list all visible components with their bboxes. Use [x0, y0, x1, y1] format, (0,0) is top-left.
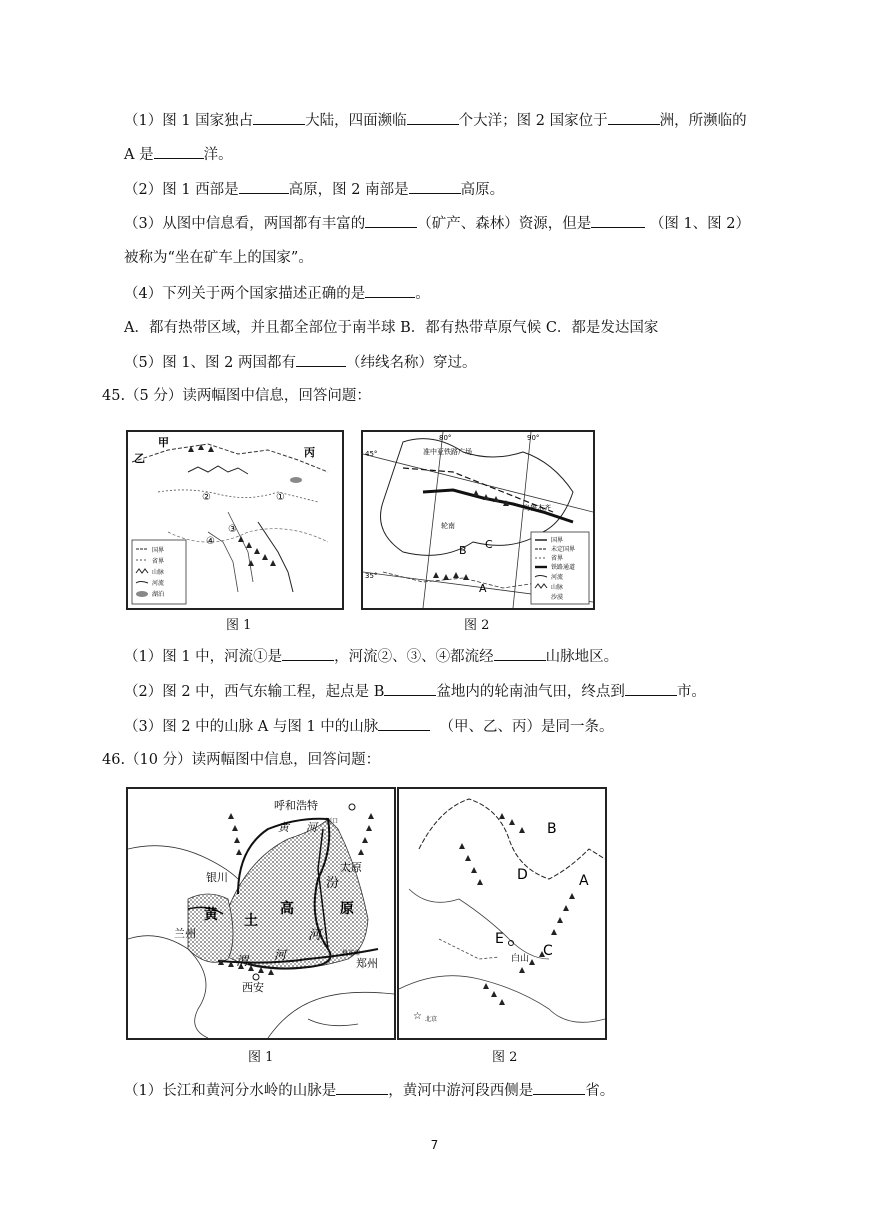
label-taohuayu: 桃花峪 — [342, 950, 361, 957]
legend-5: 河流 — [551, 574, 564, 581]
label-lon80: 80° — [439, 434, 452, 442]
q46-fig1-caption: 图 1 — [248, 1050, 274, 1065]
label-wei: 渭 — [236, 954, 249, 968]
label-yi: 乙 — [134, 452, 145, 465]
label-lon90: 90° — [527, 434, 540, 442]
label-river-1: ① — [276, 492, 285, 503]
label-yuan: 原 — [340, 901, 354, 917]
answer-blank[interactable] — [253, 110, 305, 125]
q45-fig2-caption: 图 2 — [464, 618, 490, 633]
q44-part5: （5）图 1、图 2 两国都有 （纬线名称）穿过。 — [124, 352, 477, 373]
label-river-3: ③ — [228, 524, 237, 535]
q46-fig1-map — [126, 787, 396, 1040]
star-icon: ☆ — [413, 1011, 422, 1022]
q46-fig2-caption: 图 2 — [492, 1050, 518, 1065]
label-fen: 汾 — [326, 876, 340, 891]
answer-blank[interactable] — [384, 681, 436, 696]
answer-blank[interactable] — [533, 1080, 585, 1095]
label-C: C — [543, 943, 553, 959]
answer-blank[interactable] — [296, 352, 346, 367]
legend-4: 铁路通道 — [551, 564, 576, 571]
q44-part3-cont: 被称为“坐在矿车上的国家”。 — [124, 250, 313, 266]
answer-blank[interactable] — [494, 646, 546, 661]
q46-fig2-map — [397, 787, 607, 1040]
label-taiyuan: 太原 — [340, 861, 362, 874]
q45-title: 45.（5 分）读两幅图中信息，回答问题： — [102, 388, 371, 404]
label-E: E — [495, 931, 504, 947]
q45-fig2-map — [361, 430, 595, 610]
label-river-4: ④ — [206, 536, 215, 547]
q45-fig1-map — [126, 430, 344, 610]
answer-blank[interactable] — [407, 110, 459, 125]
legend-6: 山脉 — [551, 584, 564, 591]
q45-part1: （1）图 1 中，河流①是 ，河流②、③、④都流经 山脉地区。 — [124, 646, 618, 667]
q46-part1: （1）长江和黄河分水岭的山脉是 ，黄河中游河段西侧是 省。 — [124, 1080, 614, 1101]
label-xian: 西安 — [242, 981, 264, 994]
label-baishan: 白山 — [511, 954, 530, 964]
label-he-2: 河 — [308, 928, 322, 943]
label-yinchuan: 银川 — [206, 871, 228, 884]
label-zhengzhou: 郑州 — [356, 957, 378, 970]
q44-part3: （3）从图中信息看，两国都有丰富的 （矿产、森林）资源，但是 （图 1、图 2） — [124, 213, 750, 234]
label-tu: 土 — [244, 913, 258, 929]
label-railway: 准中亚铁路广场 — [423, 448, 472, 456]
label-D: D — [517, 867, 528, 883]
answer-blank[interactable] — [336, 1080, 388, 1095]
label-he-1: 河 — [306, 821, 317, 834]
answer-blank[interactable] — [154, 144, 204, 159]
answer-blank[interactable] — [282, 646, 334, 661]
label-lanzhou: 兰州 — [174, 927, 196, 940]
label-lat35: 35° — [365, 572, 378, 580]
legend-7: 沙漠 — [551, 594, 564, 601]
label-gao: 高 — [280, 901, 294, 917]
legend-2: 省界 — [152, 558, 165, 565]
label-hekou: 河口 — [326, 818, 339, 825]
q46-title: 46.（10 分）读两幅图中信息，回答问题： — [102, 752, 381, 768]
q44-part4-options: A．都有热带区域，并且都全部位于南半球 B．都有热带草原气候 C．都是发达国家 — [124, 320, 659, 336]
answer-blank[interactable] — [409, 179, 461, 194]
page-number: 7 — [430, 1138, 439, 1152]
label-jia: 甲 — [158, 436, 169, 449]
answer-blank[interactable] — [591, 213, 645, 228]
legend-3: 山脉 — [152, 569, 165, 576]
label-beijing: 北京 — [425, 1016, 438, 1023]
q45-part3: （3）图 2 中的山脉 A 与图 1 中的山脉 （甲、乙、丙）是同一条。 — [124, 716, 614, 737]
label-B: B — [547, 821, 557, 837]
q44-part1-cont: A 是 洋。 — [124, 144, 233, 165]
legend-1: 国界 — [152, 547, 165, 554]
answer-blank[interactable] — [625, 681, 677, 696]
label-huang: 黄 — [204, 907, 218, 923]
label-A: A — [479, 582, 487, 595]
answer-blank[interactable] — [365, 283, 415, 298]
q44-part1: （1）图 1 国家独占 大陆，四面濒临 个大洋；图 2 国家位于 洲，所濒临的 — [124, 110, 747, 131]
q45-fig1-caption: 图 1 — [226, 618, 252, 633]
label-A: A — [579, 873, 589, 889]
label-B: B — [459, 544, 467, 557]
label-lunnan: 轮南 — [441, 522, 455, 530]
label-he-3: 河 — [274, 948, 287, 962]
label-urumqi: 乌鲁木齐 — [523, 504, 551, 512]
label-river-2: ② — [202, 492, 211, 503]
legend-5: 湖泊 — [152, 591, 165, 598]
label-huang-he-1: 黄 — [278, 821, 289, 834]
label-C: C — [485, 538, 493, 551]
legend-2: 未定国界 — [551, 546, 576, 553]
answer-blank[interactable] — [239, 179, 289, 194]
legend-1: 国界 — [551, 537, 564, 544]
answer-blank[interactable] — [608, 110, 660, 125]
legend-4: 河流 — [152, 580, 165, 587]
label-huhehaote: 呼和浩特 — [274, 799, 318, 812]
label-bing: 丙 — [304, 446, 315, 459]
answer-blank[interactable] — [378, 716, 430, 731]
answer-blank[interactable] — [365, 213, 417, 228]
q44-part4: （4）下列关于两个国家描述正确的是 。 — [124, 283, 430, 304]
label-lat45: 45° — [365, 450, 378, 458]
q44-part2: （2）图 1 西部是 高原，图 2 南部是 高原。 — [124, 179, 504, 200]
q45-part2: （2）图 2 中，西气东输工程，起点是 B 盆地内的轮南油气田，终点到 市。 — [124, 681, 706, 702]
legend-3: 省界 — [551, 555, 564, 562]
